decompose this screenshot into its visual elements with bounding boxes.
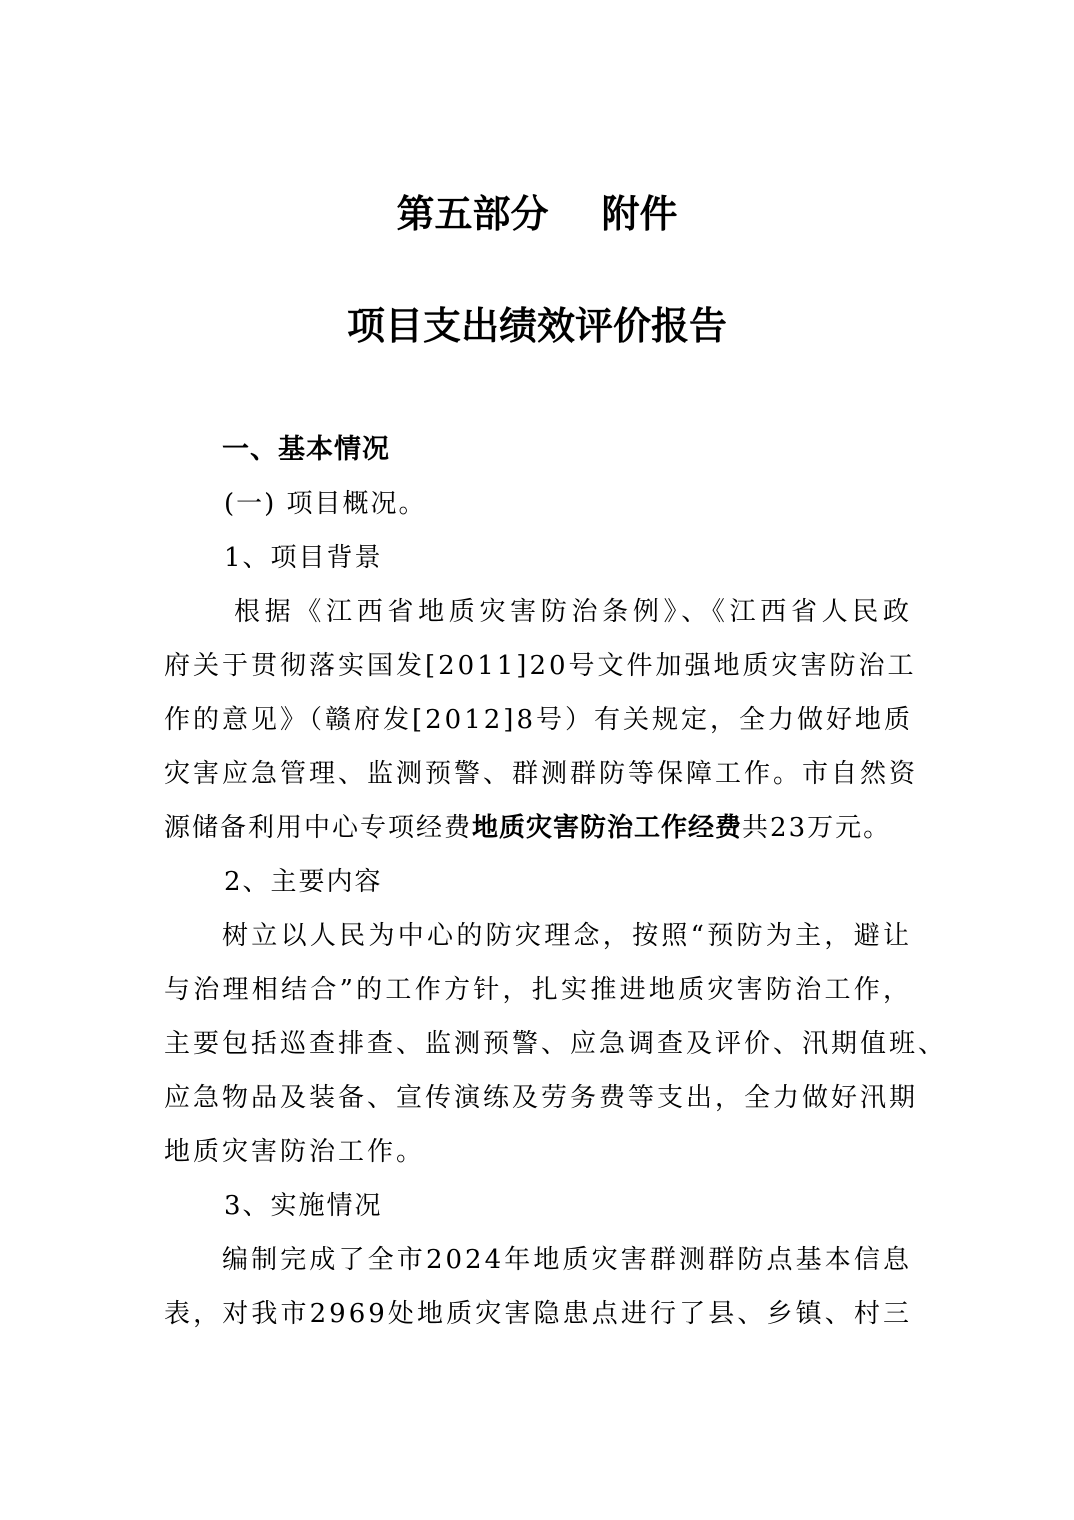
item-heading-implementation: 3、实施情况	[224, 1191, 383, 1221]
paragraph-line: 根据《江西省地质灾害防治条例》、《江西省人民政	[234, 597, 912, 627]
section-heading-basic-info: 一、基本情况	[222, 434, 390, 465]
bold-project-name: 地质灾害防治工作经费	[472, 813, 743, 843]
part-title: 第五部分 附件	[396, 192, 678, 236]
paragraph-line: 主要包括巡查排查、监测预警、应急调查及评价、汛期值班、	[164, 1029, 948, 1059]
paragraph-line: 地质灾害防治工作。	[164, 1137, 426, 1167]
paragraph-line: 应急物品及装备、宣传演练及劳务费等支出，全力做好汛期	[164, 1083, 919, 1113]
paragraph-line: 编制完成了全市2024年地质灾害群测群防点基本信息	[222, 1245, 912, 1275]
paragraph-text: 共23万元。	[742, 813, 892, 843]
paragraph-line: 树立以人民为中心的防灾理念，按照“预防为主，避让	[222, 921, 912, 951]
paragraph-text: 源储备利用中心专项经费	[164, 813, 473, 843]
paragraph-line: 作的意见》（赣府发[2012]8号）有关规定，全力做好地质	[164, 705, 913, 735]
subsection-project-overview: (一) 项目概况。	[224, 489, 427, 519]
report-title: 项目支出绩效评价报告	[346, 304, 727, 348]
paragraph-line: 表，对我市2969处地质灾害隐患点进行了县、乡镇、村三	[164, 1299, 912, 1329]
item-heading-background: 1、项目背景	[224, 543, 383, 573]
item-heading-main-content: 2、主要内容	[224, 867, 383, 897]
paragraph-line: 与治理相结合”的工作方针，扎实推进地质灾害防治工作，	[164, 975, 912, 1005]
paragraph-line	[164, 808, 912, 848]
paragraph-line: 府关于贯彻落实国发[2011]20号文件加强地质灾害防治工	[164, 651, 917, 681]
paragraph-line: 灾害应急管理、监测预警、群测群防等保障工作。市自然资	[164, 759, 919, 789]
